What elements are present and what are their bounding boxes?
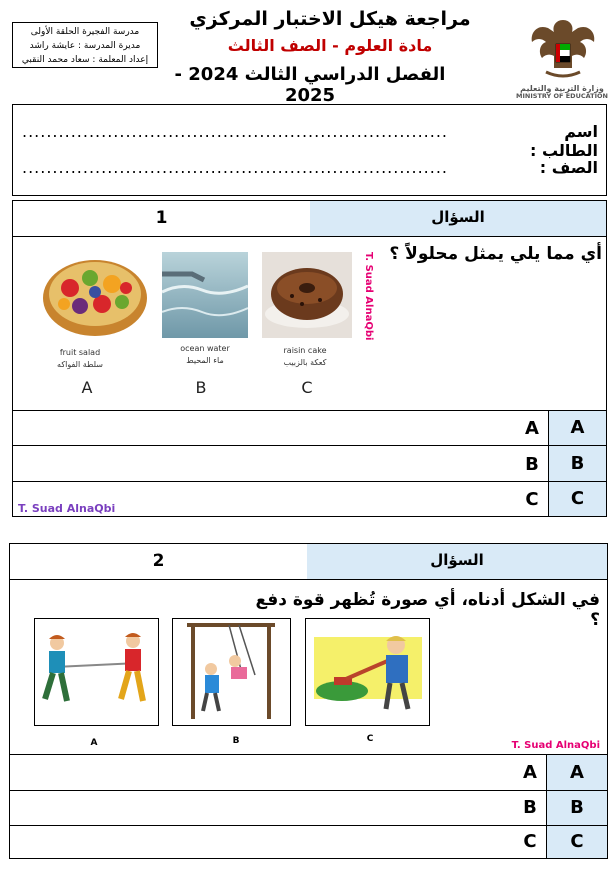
q2-option-c-letter: C bbox=[523, 831, 537, 852]
q1-option-a-cell[interactable]: A bbox=[548, 411, 606, 445]
q1-number: 1 bbox=[155, 208, 168, 228]
school-info-box bbox=[12, 22, 158, 68]
fruit-salad-icon bbox=[40, 248, 150, 338]
q1-option-a-letter: A bbox=[525, 418, 539, 439]
page-subtitle: مادة العلوم - الصف الثالث bbox=[227, 36, 433, 55]
q1-option-b-cell[interactable]: B bbox=[548, 446, 606, 481]
raisin-cake-icon bbox=[262, 252, 352, 338]
q1-caption-en-a: fruit salad bbox=[59, 348, 101, 357]
q2-watermark: T. Suad AlnaQbi bbox=[511, 740, 600, 751]
q1-caption-ar-a: سلطة الفواكه bbox=[57, 360, 103, 369]
page-title: مراجعة هيكل الاختبار المركزي bbox=[189, 8, 471, 30]
q1-option-c-letter: C bbox=[525, 489, 539, 510]
teacher-name: إعداد المعلمة : سعاد محمد النقبي bbox=[21, 55, 149, 65]
class-label: الصف : bbox=[539, 158, 598, 177]
term-title: الفصل الدراسي الثالث 2024 - 2025 bbox=[174, 64, 446, 106]
q1-image-letter-a: A bbox=[81, 378, 93, 397]
q1-option-c-cell[interactable]: C bbox=[548, 482, 606, 516]
student-name-label: اسم الطالب : bbox=[530, 122, 598, 160]
school-name: مدرسة الفجيرة الحلقة الأولى bbox=[30, 27, 140, 37]
q2-text: في الشكل أدناه، أي صورة تُظهر قوة دفع ؟ bbox=[255, 590, 600, 630]
student-name-field[interactable]: ...................................................................... bbox=[22, 122, 449, 141]
q2-option-a-letter: A bbox=[523, 762, 537, 783]
q1-caption-en-c: raisin cake bbox=[283, 346, 327, 355]
boy-pulling-sled-icon bbox=[305, 618, 430, 726]
q1-image-letter-b: B bbox=[195, 378, 207, 397]
ministry-name-ar: وزارة التربية والتعليم bbox=[520, 84, 604, 93]
swing-push-icon bbox=[172, 618, 291, 726]
q1-text: أي مما يلي يمثل محلولاً ؟ bbox=[389, 244, 602, 264]
q1-side-watermark: T. Suad AlnaQbi bbox=[363, 252, 374, 341]
q1-option-b-row[interactable] bbox=[13, 445, 606, 481]
q2-option-b-letter: B bbox=[523, 797, 537, 818]
q1-bottom-watermark: T. Suad AlnaQbi bbox=[18, 502, 116, 515]
q2-option-a-cell[interactable]: A bbox=[546, 755, 607, 790]
q2-image-letter-a: A bbox=[90, 738, 98, 748]
q1-label: السؤال bbox=[431, 208, 485, 226]
q2-label: السؤال bbox=[430, 551, 484, 569]
q2-image-letter-c: C bbox=[366, 734, 374, 744]
q2-option-c-cell[interactable]: C bbox=[546, 826, 607, 858]
q1-option-a-row[interactable] bbox=[13, 410, 606, 445]
tug-of-war-icon bbox=[34, 618, 159, 726]
q1-option-b-letter: B bbox=[525, 454, 539, 475]
ministry-name-en: MINISTRY OF EDUCATION bbox=[516, 92, 608, 100]
q1-image-letter-c: C bbox=[301, 378, 313, 397]
q1-caption-ar-c: كعكة بالزبيب bbox=[283, 358, 327, 367]
principal-name: مديرة المدرسة : عايشة راشد bbox=[29, 41, 141, 51]
q1-caption-en-b: ocean water bbox=[180, 344, 230, 353]
q2-image-letter-b: B bbox=[232, 736, 240, 746]
q1-caption-ar-b: ماء المحيط bbox=[186, 356, 224, 365]
ocean-water-icon bbox=[162, 252, 248, 338]
class-field[interactable]: ...................................................................... bbox=[22, 158, 449, 177]
q2-number: 2 bbox=[152, 551, 165, 571]
q2-option-b-cell[interactable]: B bbox=[546, 791, 607, 825]
